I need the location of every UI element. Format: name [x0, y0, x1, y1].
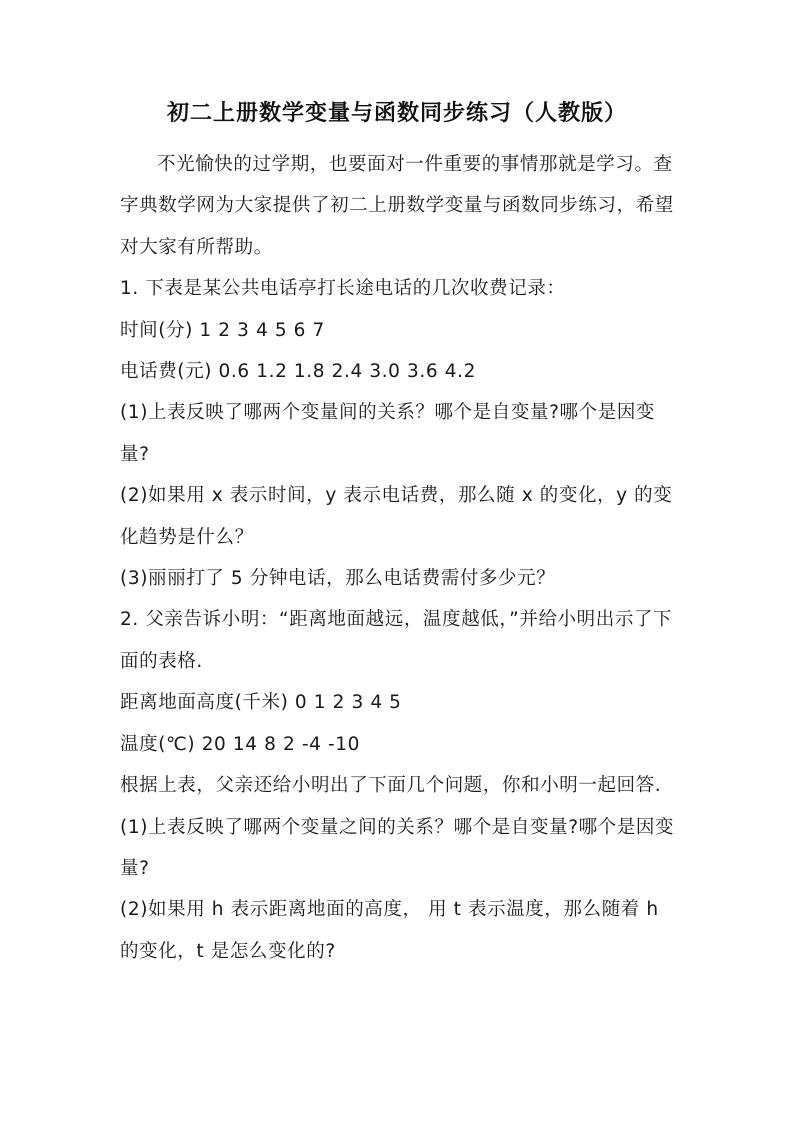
- intro-paragraph: 不光愉快的过学期，也要面对一件重要的事情那就是学习。查字典数学网为大家提供了初二上册数学变量与函数同步练习，希望对大家有所帮助。: [120, 154, 674, 258]
- question-2-part-2: (2)如果用 h 表示距离地面的高度， 用 t 表示温度，那么随着 h 的变化，t 是怎么变化的?: [120, 899, 659, 962]
- question-2-intro: 根据上表，父亲还给小明出了下面几个问题，你和小明一起回答.: [120, 775, 662, 797]
- question-1-part-3: (3)丽丽打了 5 分钟电话，那么电话费需付多少元？: [120, 568, 556, 590]
- question-1-heading: 1. 下表是某公共电话亭打长途电话的几次收费记录：: [120, 278, 566, 300]
- question-1-part-1: (1)上表反映了哪两个变量间的关系？哪个是自变量?哪个是因变量?: [120, 402, 656, 465]
- table-2-height-row: 距离地面高度(千米) 0 1 2 3 4 5: [120, 692, 402, 714]
- question-2-part-1: (1)上表反映了哪两个变量之间的关系？哪个是自变量?哪个是因变量?: [120, 816, 675, 879]
- table-2-temperature-row: 温度(℃) 20 14 8 2 -4 -10: [120, 733, 360, 755]
- table-1-fee-row: 电话费(元) 0.6 1.2 1.8 2.4 3.0 3.6 4.2: [120, 361, 476, 383]
- table-1-time-row: 时间(分) 1 2 3 4 5 6 7: [120, 319, 325, 341]
- question-2-heading: 2. 父亲告诉小明：“距离地面越远，温度越低，”并给小明出示了下面的表格.: [120, 609, 673, 672]
- question-1-part-2: (2)如果用 x 表示时间，y 表示电话费，那么随 x 的变化，y 的变化趋势是什么？: [120, 485, 673, 548]
- document-title: 初二上册数学变量与函数同步练习（人教版）: [166, 101, 627, 126]
- document-body: [120, 144, 676, 972]
